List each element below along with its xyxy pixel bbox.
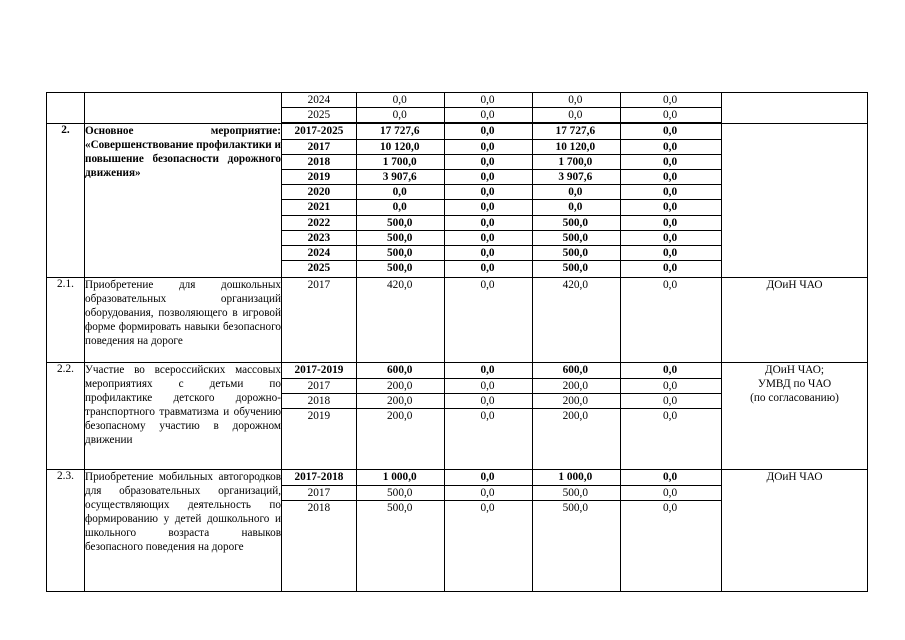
federal-value: 0,0 xyxy=(480,409,495,422)
regional-value: 17 727,6 xyxy=(555,125,596,138)
regional-value: 1 700,0 xyxy=(558,155,593,168)
year-value: 2025 xyxy=(307,109,331,122)
year-value: 2025 xyxy=(307,262,331,275)
total-value: 0,0 xyxy=(392,109,407,122)
total-value: 500,0 xyxy=(387,216,413,229)
regional-value: 420,0 xyxy=(562,279,589,292)
financing-line xyxy=(282,261,721,275)
regional-value: 0,0 xyxy=(568,94,583,106)
total-value: 0,0 xyxy=(392,94,407,106)
federal-value: 0,0 xyxy=(480,109,495,122)
item-name-cell xyxy=(85,93,282,124)
other-value: 0,0 xyxy=(663,486,678,499)
column-divider xyxy=(620,124,621,277)
regional-value: 500,0 xyxy=(562,216,589,229)
other-value: 0,0 xyxy=(663,94,678,106)
total-value: 500,0 xyxy=(387,262,413,275)
year-value: 2021 xyxy=(307,201,331,214)
federal-value: 0,0 xyxy=(480,501,495,514)
federal-value: 0,0 xyxy=(480,186,495,199)
financing-cell xyxy=(282,93,722,124)
column-divider xyxy=(356,470,357,591)
total-value: 1 000,0 xyxy=(382,471,417,484)
federal-value: 0,0 xyxy=(480,155,495,168)
regional-value: 0,0 xyxy=(568,109,583,122)
other-value: 0,0 xyxy=(663,140,678,153)
financing-line xyxy=(282,379,721,394)
total-value: 3 907,6 xyxy=(382,170,417,183)
column-divider xyxy=(356,93,357,123)
regional-value: 500,0 xyxy=(562,231,589,244)
item-number xyxy=(47,93,85,124)
item-name: Основное мероприятие: «Совершенствование профилактики и повышение безопасности дорожного движения» xyxy=(85,125,281,180)
federal-value: 0,0 xyxy=(480,231,495,244)
regional-value: 10 120,0 xyxy=(555,140,596,153)
federal-value: 0,0 xyxy=(480,486,495,499)
total-value: 0,0 xyxy=(392,201,407,214)
column-divider xyxy=(444,278,445,362)
column-divider xyxy=(356,278,357,362)
regional-value: 0,0 xyxy=(568,186,583,199)
column-divider xyxy=(532,93,533,123)
item-name-cell xyxy=(85,278,282,363)
year-value: 2018 xyxy=(307,394,331,407)
financing-line xyxy=(282,394,721,409)
regional-value: 200,0 xyxy=(562,394,589,407)
regional-value: 0,0 xyxy=(568,201,583,214)
year-value: 2024 xyxy=(307,94,331,106)
responsible-executor xyxy=(722,124,868,278)
year-value: 2017 xyxy=(307,486,331,499)
column-divider xyxy=(620,278,621,362)
total-value: 500,0 xyxy=(387,246,413,259)
regional-value: 500,0 xyxy=(562,246,589,259)
total-value: 500,0 xyxy=(387,501,413,514)
column-divider xyxy=(620,93,621,123)
regional-value: 200,0 xyxy=(562,409,589,422)
table-row xyxy=(47,470,868,592)
financing-line xyxy=(282,185,721,200)
federal-value: 0,0 xyxy=(480,394,495,407)
year-value: 2018 xyxy=(307,501,331,514)
responsible-executor xyxy=(722,93,868,124)
federal-value: 0,0 xyxy=(480,379,495,392)
financing-line xyxy=(282,124,721,139)
federal-value: 0,0 xyxy=(480,279,495,292)
column-divider xyxy=(444,124,445,277)
responsible-executor: ДОиН ЧАО; УМВД по ЧАО (по согласованию) xyxy=(722,363,868,470)
item-name-cell xyxy=(85,363,282,470)
column-divider xyxy=(356,124,357,277)
year-value: 2020 xyxy=(307,186,331,199)
other-value: 0,0 xyxy=(663,246,678,259)
program-table xyxy=(46,92,868,592)
other-value: 0,0 xyxy=(663,109,678,122)
regional-value: 200,0 xyxy=(562,379,589,392)
column-divider xyxy=(444,363,445,469)
financing-line xyxy=(282,246,721,261)
responsible-executor: ДОиН ЧАО xyxy=(722,278,868,363)
financing-cell xyxy=(282,278,722,363)
federal-value: 0,0 xyxy=(480,471,495,484)
column-divider xyxy=(532,278,533,362)
total-value: 17 727,6 xyxy=(379,125,420,138)
year-value: 2019 xyxy=(307,409,331,422)
financing-cell xyxy=(282,124,722,278)
year-value: 2017-2025 xyxy=(294,125,344,138)
federal-value: 0,0 xyxy=(480,364,495,377)
program-table-body xyxy=(47,93,868,592)
financing-line xyxy=(282,363,721,378)
financing-line xyxy=(282,486,721,501)
year-value: 2019 xyxy=(307,170,331,183)
year-value: 2017 xyxy=(307,279,331,292)
financing-line xyxy=(282,278,721,292)
other-value: 0,0 xyxy=(663,394,678,407)
regional-value: 3 907,6 xyxy=(558,170,593,183)
item-name: Участие во всероссийских массовых мероприятиях с детьми по профилактике детского дорожно-транспортного травматизма и обучению безопасному участию в дорожном движении xyxy=(85,364,281,447)
other-value: 0,0 xyxy=(663,364,678,377)
financing-line xyxy=(282,216,721,231)
total-value: 600,0 xyxy=(387,364,413,377)
financing-line xyxy=(282,409,721,423)
regional-value: 500,0 xyxy=(562,486,589,499)
column-divider xyxy=(444,93,445,123)
item-number: 2. xyxy=(47,124,85,278)
item-name-cell xyxy=(85,470,282,592)
year-value: 2017 xyxy=(307,140,331,153)
other-value: 0,0 xyxy=(663,409,678,422)
table-row xyxy=(47,93,868,124)
financing-line xyxy=(282,108,721,123)
financing-line xyxy=(282,93,721,108)
other-value: 0,0 xyxy=(663,262,678,275)
total-value: 1 700,0 xyxy=(382,155,417,168)
regional-value: 500,0 xyxy=(562,262,589,275)
responsible-executor: ДОиН ЧАО xyxy=(722,470,868,592)
total-value: 200,0 xyxy=(387,394,413,407)
other-value: 0,0 xyxy=(663,231,678,244)
regional-value: 600,0 xyxy=(562,364,589,377)
other-value: 0,0 xyxy=(663,379,678,392)
financing-line xyxy=(282,470,721,485)
total-value: 500,0 xyxy=(387,231,413,244)
table-row xyxy=(47,278,868,363)
other-value: 0,0 xyxy=(663,155,678,168)
year-value: 2022 xyxy=(307,216,331,229)
federal-value: 0,0 xyxy=(480,262,495,275)
federal-value: 0,0 xyxy=(480,125,495,138)
other-value: 0,0 xyxy=(663,201,678,214)
regional-value: 500,0 xyxy=(562,501,589,514)
column-divider xyxy=(620,470,621,591)
other-value: 0,0 xyxy=(663,170,678,183)
year-value: 2018 xyxy=(307,155,331,168)
other-value: 0,0 xyxy=(663,279,678,292)
table-row xyxy=(47,124,868,278)
total-value: 10 120,0 xyxy=(379,140,420,153)
regional-value: 1 000,0 xyxy=(558,471,593,484)
federal-value: 0,0 xyxy=(480,140,495,153)
other-value: 0,0 xyxy=(663,216,678,229)
total-value: 200,0 xyxy=(387,409,413,422)
total-value: 500,0 xyxy=(387,486,413,499)
federal-value: 0,0 xyxy=(480,216,495,229)
item-number: 2.2. xyxy=(47,363,85,470)
year-value: 2023 xyxy=(307,231,331,244)
federal-value: 0,0 xyxy=(480,201,495,214)
column-divider xyxy=(444,470,445,591)
financing-line xyxy=(282,501,721,515)
financing-line xyxy=(282,231,721,246)
other-value: 0,0 xyxy=(663,186,678,199)
item-number: 2.1. xyxy=(47,278,85,363)
total-value: 200,0 xyxy=(387,379,413,392)
total-value: 420,0 xyxy=(387,279,413,292)
item-name: Приобретение для дошкольных образовательных организаций оборудования, позволяющего в игровой форме формировать навыки безопасного поведения на дороге xyxy=(85,279,281,348)
item-name: Приобретение мобильных автогородков для образовательных организаций, осуществляющих деятельность по формированию у детей дошкольного и школьного возраста навыков безопасного поведения на дороге xyxy=(85,471,281,554)
column-divider xyxy=(532,124,533,277)
item-number: 2.3. xyxy=(47,470,85,592)
table-row xyxy=(47,363,868,470)
column-divider xyxy=(356,363,357,469)
financing-line xyxy=(282,200,721,215)
federal-value: 0,0 xyxy=(480,170,495,183)
column-divider xyxy=(620,363,621,469)
financing-cell xyxy=(282,470,722,592)
other-value: 0,0 xyxy=(663,125,678,138)
item-name-cell xyxy=(85,124,282,278)
financing-line xyxy=(282,155,721,170)
other-value: 0,0 xyxy=(663,471,678,484)
year-value: 2017-2019 xyxy=(294,364,344,377)
federal-value: 0,0 xyxy=(480,94,495,106)
financing-cell xyxy=(282,363,722,470)
year-value: 2017-2018 xyxy=(294,471,344,484)
total-value: 0,0 xyxy=(392,186,407,199)
column-divider xyxy=(532,363,533,469)
financing-line xyxy=(282,170,721,185)
year-value: 2024 xyxy=(307,246,331,259)
financing-line xyxy=(282,140,721,155)
column-divider xyxy=(532,470,533,591)
year-value: 2017 xyxy=(307,379,331,392)
federal-value: 0,0 xyxy=(480,246,495,259)
other-value: 0,0 xyxy=(663,501,678,514)
